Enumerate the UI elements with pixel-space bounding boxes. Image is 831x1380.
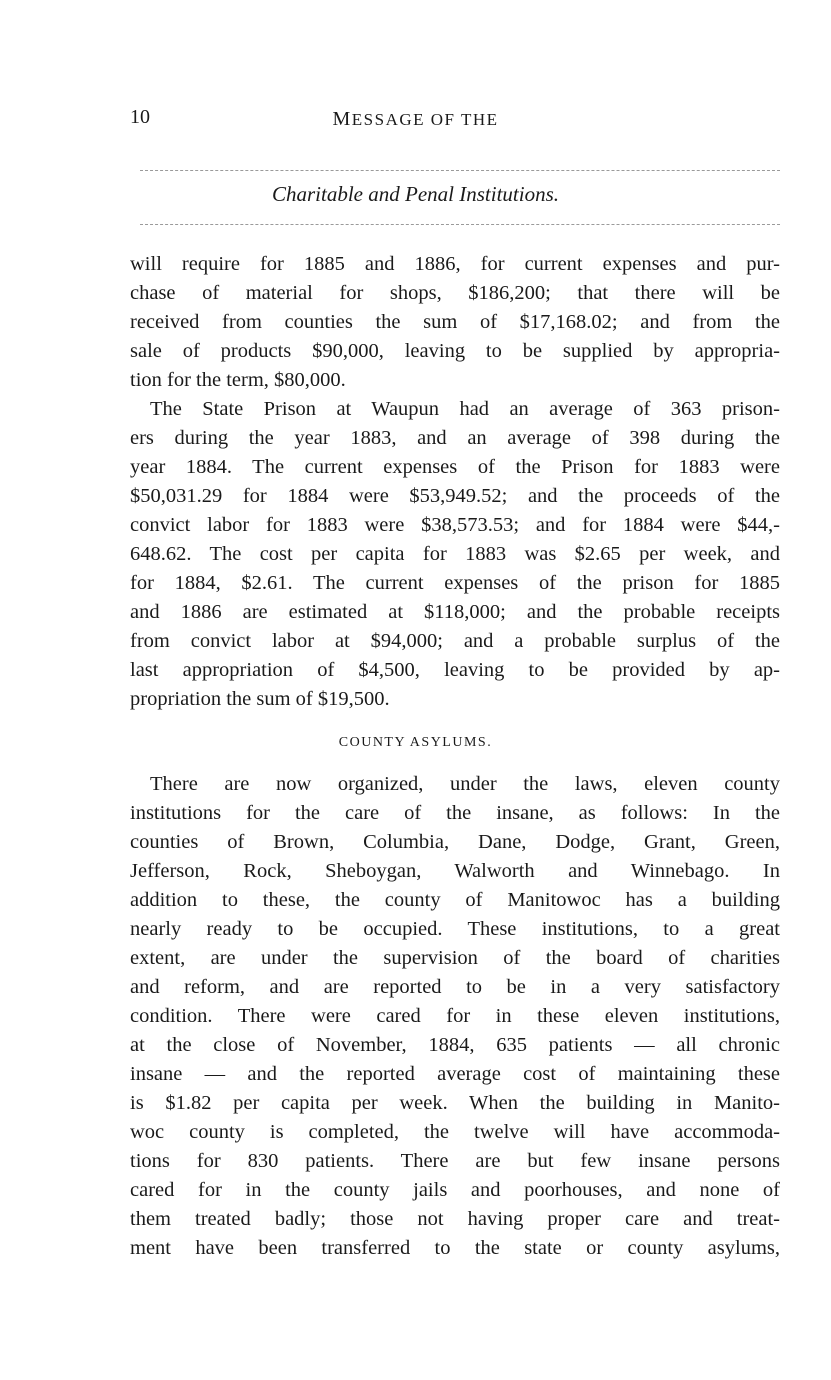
running-head-text: ESSAGE OF THE bbox=[351, 110, 499, 129]
text-line: for 1884, $2.61. The current expenses of the prison for 1885 bbox=[130, 572, 780, 594]
subheading-county-asylums: COUNTY ASYLUMS. bbox=[338, 735, 493, 750]
text-line: The State Prison at Waupun had an average of 363 prison- bbox=[150, 398, 780, 420]
text-line: tion for the term, $80,000. bbox=[130, 369, 346, 391]
text-line: last appropriation of $4,500, leaving to be provided by ap- bbox=[130, 659, 780, 681]
header-rule-top bbox=[140, 170, 780, 171]
text-line: ers during the year 1883, and an average of 398 during the bbox=[130, 427, 780, 449]
text-line: 648.62. The cost per capita for 1883 was $2.65 per week, and bbox=[130, 543, 780, 565]
paragraph-3 bbox=[130, 770, 780, 1263]
text-line: nearly ready to be occupied. These institutions, to a great bbox=[130, 918, 780, 940]
text-line: them treated badly; those not having proper care and treat- bbox=[130, 1208, 780, 1230]
text-line: at the close of November, 1884, 635 patients — all chronic bbox=[130, 1034, 780, 1056]
text-line: propriation the sum of $19,500. bbox=[130, 688, 390, 710]
text-line: $50,031.29 for 1884 were $53,949.52; and the proceeds of the bbox=[130, 485, 780, 507]
text-line: chase of material for shops, $186,200; that there will be bbox=[130, 282, 780, 304]
text-line: extent, are under the supervision of the board of charities bbox=[130, 947, 780, 969]
section-title: Charitable and Penal Institutions. bbox=[272, 182, 559, 206]
text-line: woc county is completed, the twelve will have accommoda- bbox=[130, 1121, 780, 1143]
text-line: cared for in the county jails and poorhouses, and none of bbox=[130, 1179, 780, 1201]
paragraph-2 bbox=[130, 395, 780, 714]
text-line: is $1.82 per capita per week. When the building in Manito- bbox=[130, 1092, 780, 1114]
text-line: will require for 1885 and 1886, for current expenses and pur- bbox=[130, 253, 780, 275]
text-line: condition. There were cared for in these eleven institutions, bbox=[130, 1005, 780, 1027]
running-head bbox=[0, 108, 831, 131]
text-line: addition to these, the county of Manitowoc has a building bbox=[130, 889, 780, 911]
text-line: and 1886 are estimated at $118,000; and the probable receipts bbox=[130, 601, 780, 623]
text-line: insane — and the reported average cost of maintaining these bbox=[130, 1063, 780, 1085]
text-line: tions for 830 patients. There are but few insane persons bbox=[130, 1150, 780, 1172]
paragraph-1 bbox=[130, 250, 780, 395]
text-line: institutions for the care of the insane, as follows: In the bbox=[130, 802, 780, 824]
text-line: counties of Brown, Columbia, Dane, Dodge, Grant, Green, bbox=[130, 831, 780, 853]
text-line: Jefferson, Rock, Sheboygan, Walworth and Winnebago. In bbox=[130, 860, 780, 882]
page-number: 10 bbox=[130, 106, 150, 128]
running-head-initial: M bbox=[332, 108, 352, 130]
text-line: sale of products $90,000, leaving to be supplied by appropria- bbox=[130, 340, 780, 362]
text-line: received from counties the sum of $17,168.02; and from the bbox=[130, 311, 780, 333]
text-line: convict labor for 1883 were $38,573.53; and for 1884 were $44,- bbox=[130, 514, 780, 536]
text-line: ment have been transferred to the state or county asylums, bbox=[130, 1237, 780, 1259]
header-rule-bottom bbox=[140, 224, 780, 225]
text-line: from convict labor at $94,000; and a probable surplus of the bbox=[130, 630, 780, 652]
text-line: and reform, and are reported to be in a very satisfactory bbox=[130, 976, 780, 998]
text-line: year 1884. The current expenses of the Prison for 1883 were bbox=[130, 456, 780, 478]
text-line: There are now organized, under the laws, eleven county bbox=[150, 773, 780, 795]
